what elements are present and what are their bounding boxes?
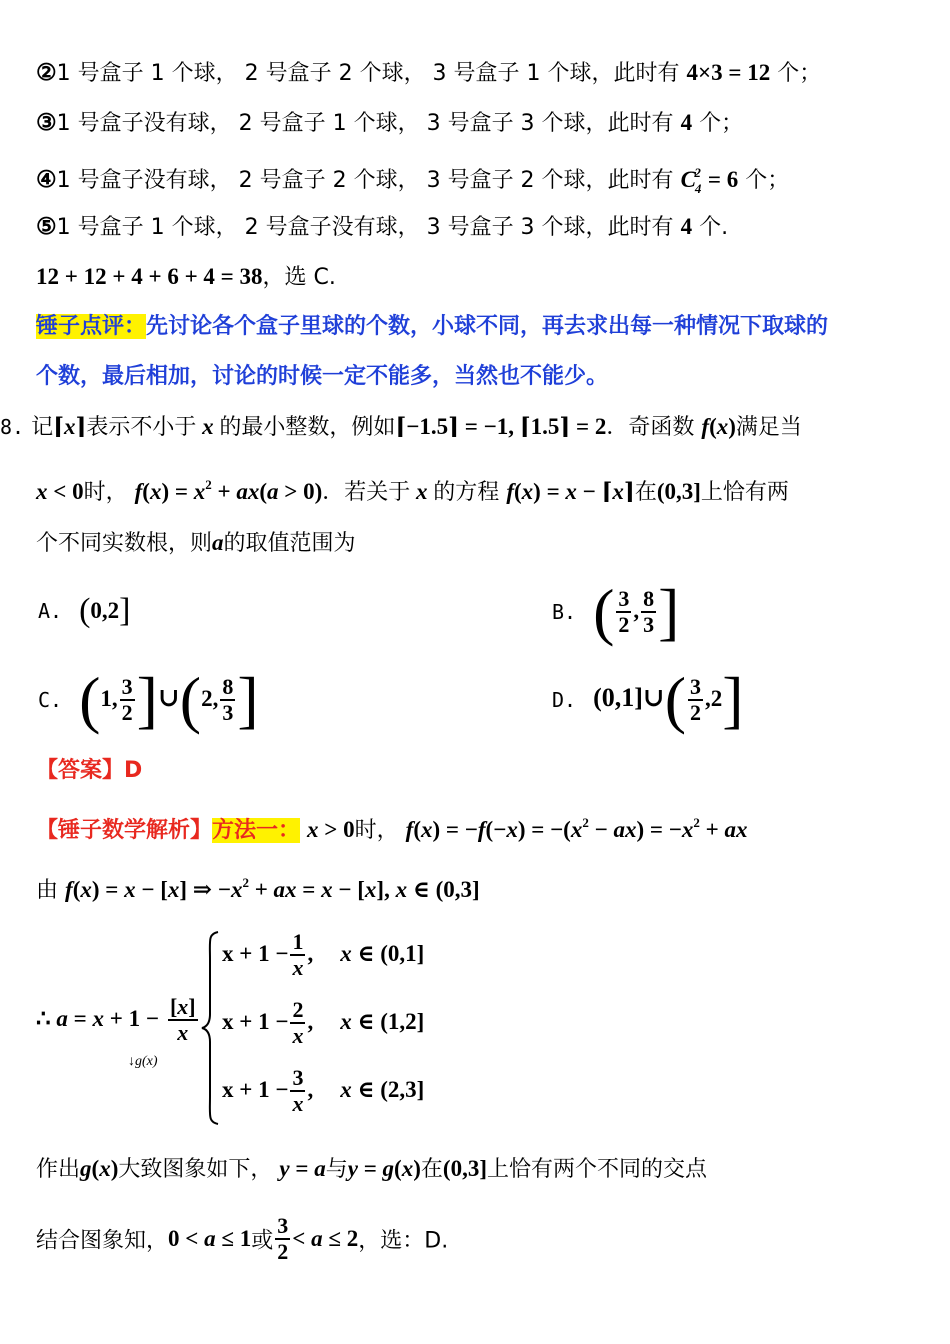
case-line-4 [36, 158, 938, 204]
question-line-3 [36, 528, 938, 559]
option-d[interactable] [552, 664, 744, 735]
case-math: 4×3 = 12 [686, 60, 771, 85]
piecewise-brace [200, 930, 220, 1126]
y-eq-a: y = a [279, 1156, 326, 1181]
solution-text: 由 [36, 878, 59, 903]
comment-text-1: 先讨论各个盒子里球的个数，小球不同，再去求出每一种情况下取球的 [146, 314, 829, 339]
gx: g(x) [80, 1156, 119, 1181]
case-index: ② [36, 60, 57, 85]
question-text: ．奇函数 [606, 415, 695, 440]
question-text: ．若关于 [322, 480, 411, 505]
cond-x-gt-0: x [307, 817, 319, 842]
interval-0-3: (0,3] [656, 479, 701, 504]
case-line-5 [36, 212, 938, 243]
sum-math: 12 + 12 + 4 + 6 + 4 = 38 [36, 264, 263, 289]
option-label: D. [552, 688, 577, 712]
case-math: 4 [680, 214, 693, 239]
equation-transform: f(x) = x − [x] ⇒ $-x^2$ + ax = x − [x], x ∈ (0,3] [65, 875, 480, 902]
fx-def: f [134, 479, 143, 504]
equation-body: (x) = x − ⌈x⌉ [513, 479, 635, 504]
question-text: 个不同实数根，则 [36, 531, 213, 556]
range-1: 0 < a ≤ 1 [168, 1226, 252, 1251]
therefore-a: ∴ a = x + 1 − [36, 1006, 159, 1031]
case-tail: 个； [745, 168, 790, 193]
var-a: a [212, 530, 224, 555]
solution-text: ，选：D. [358, 1228, 449, 1254]
case-math: 4 [680, 110, 693, 135]
option-label: A. [38, 599, 63, 623]
question-text: 的方程 [433, 480, 500, 505]
question-text: 表示不小于 [86, 415, 197, 440]
question-text: 记 [31, 415, 54, 440]
fx: f [701, 414, 710, 439]
case-text: 1 号盒子没有球， 2 号盒子 2 个球， 3 号盒子 2 个球，此时有 [56, 168, 674, 193]
solution-text: 或 [251, 1228, 274, 1254]
floor-over-x: $\frac{[x]}{x}$ [169, 994, 196, 1045]
option-label: B. [552, 600, 577, 624]
conclusion-line [36, 1214, 448, 1264]
solution-label: 【锤子数学解析】 [36, 818, 213, 843]
case-index: ③ [36, 110, 57, 135]
solution-text: 时， [354, 818, 399, 843]
paren-x: (x) [709, 414, 736, 439]
g-label: ↓g(x) [128, 1054, 158, 1069]
var-x: x [196, 414, 220, 439]
question-line-2 [36, 470, 938, 508]
piece-row-3: x + 1 − $\frac{3}{x}$ , x ∈ (2,3] [222, 1065, 425, 1116]
case-index: ⑤ [36, 214, 57, 239]
piece-row-1: x + 1 − $\frac{1}{x}$ , x ∈ (0,1] [222, 929, 425, 980]
three-halves: $\frac{3}{2}$ [277, 1213, 289, 1264]
solution-text: 与 [325, 1157, 348, 1182]
cond-x-lt-0: x [36, 479, 48, 504]
interval-0-3: (0,3] [442, 1156, 487, 1181]
question-text: 在 [634, 480, 657, 505]
var-x: x [410, 479, 434, 504]
comment-text-2: 个数，最后相加，讨论的时候一定不能多，当然也不能少。 [36, 364, 609, 389]
answer-label: 【答案】 [36, 758, 125, 783]
option-c-value: (1, $\frac{3}{2}$ ]∪(2, $\frac{8}{3}$ ] [79, 664, 259, 735]
sum-line [36, 262, 938, 293]
case-tail: 个. [699, 215, 729, 240]
fx-def-body: $(x) = x^2 + ax(a > 0)$ [142, 477, 323, 504]
combination-symbol: $C_4^2$ [680, 165, 702, 196]
case-math: = 6 [707, 167, 739, 192]
option-b[interactable] [552, 576, 680, 647]
solution-text: 大致图象如下， [118, 1157, 273, 1182]
option-a-value: (0,2] [79, 592, 131, 629]
option-label: C. [38, 688, 63, 712]
case-tail: 个； [777, 61, 822, 86]
equation: f [506, 479, 514, 504]
solution-line-2 [36, 868, 938, 906]
question-text: 上恰有两 [700, 480, 789, 505]
range-2: < a ≤ 2 [292, 1226, 359, 1251]
answer-line [36, 756, 938, 786]
odd-function-derivation: $f(x) = -f(-x) = -(x^2 - ax) = -x^2$ + ax [405, 815, 748, 842]
comment-line-1 [36, 312, 938, 342]
question-text: 时， [83, 480, 128, 505]
question-text: 的最小整数，例如 [219, 415, 396, 440]
option-b-value: ( $\frac{3}{2}$ , $\frac{8}{3}$ ] [593, 576, 680, 647]
solution-text: 在 [420, 1157, 443, 1182]
solution-line-1 [36, 808, 938, 846]
solution-text: 上恰有两个不同的交点 [486, 1157, 707, 1182]
method-label: 方法一： [212, 818, 301, 843]
lt-zero: < 0 [47, 479, 84, 504]
question-number: 8. [0, 415, 25, 439]
ceil-x: ⌈x⌉ [53, 414, 87, 439]
case-index: ④ [36, 167, 57, 192]
option-c[interactable] [38, 664, 259, 735]
case-text: 1 号盒子没有球， 2 号盒子 1 个球， 3 号盒子 3 个球，此时有 [56, 111, 674, 136]
comment-label: 锤子点评： [36, 314, 147, 339]
case-line-2 [36, 58, 938, 89]
case-text: 1 号盒子 1 个球， 2 号盒子 2 个球， 3 号盒子 1 个球，此时有 [56, 61, 680, 86]
y-eq-gx: y = g(x) [347, 1156, 421, 1181]
solution-text: 作出 [36, 1157, 81, 1182]
comment-line-2 [36, 362, 938, 392]
solution-graph-line [36, 1154, 938, 1185]
case-line-3 [36, 108, 938, 139]
option-d-value: (0,1]∪( $\frac{3}{2}$ ,2] [593, 664, 744, 735]
ceil-example: ⌈−1.5⌉ = −1, ⌈1.5⌉ = 2 [395, 414, 607, 439]
a-expression [36, 995, 200, 1045]
answer-value: D [124, 758, 143, 783]
question-text: 的取值范围为 [223, 531, 356, 556]
solution-text: 结合图象知， [36, 1228, 169, 1254]
sum-text: ，选 C. [262, 265, 336, 290]
case-tail: 个； [699, 111, 744, 136]
gt-zero: > 0 [318, 817, 355, 842]
question-line-1 [0, 412, 938, 443]
case-text: 1 号盒子 1 个球， 2 号盒子没有球， 3 号盒子 3 个球，此时有 [56, 215, 674, 240]
question-text: 满足当 [735, 415, 802, 440]
piece-row-2: x + 1 − $\frac{2}{x}$ , x ∈ (1,2] [222, 997, 425, 1048]
option-a[interactable] [38, 592, 131, 630]
